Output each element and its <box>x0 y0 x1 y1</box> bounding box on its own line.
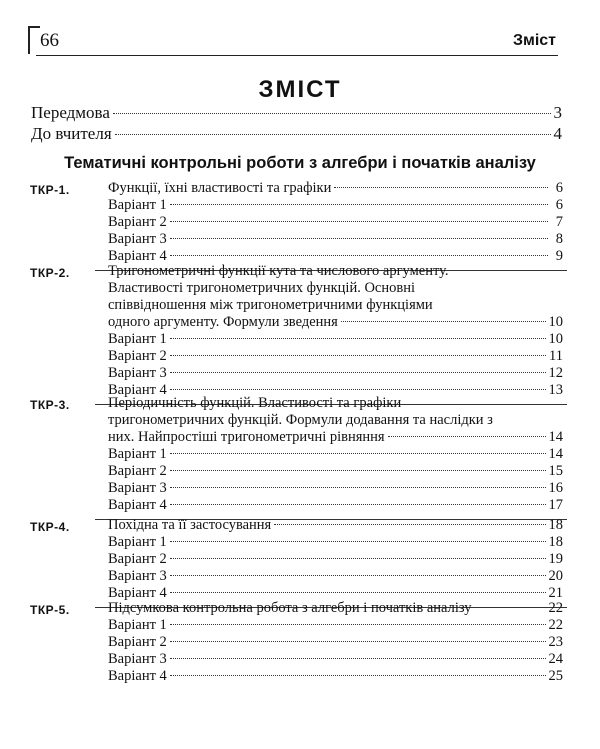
toc-entry-label: Варіант 2 <box>108 463 167 479</box>
header-page-number: 66 <box>40 30 59 51</box>
toc-entry-label: Варіант 3 <box>108 568 167 584</box>
toc-entry-page: 7 <box>555 214 563 230</box>
dot-leader <box>113 113 551 114</box>
toc-entry-page: 23 <box>548 634 563 650</box>
dot-leader <box>170 541 546 542</box>
toc-entry-page: 17 <box>548 497 563 513</box>
toc-entry-page: 8 <box>555 231 563 247</box>
dot-leader <box>341 321 546 322</box>
section-title-entry[interactable] <box>108 180 563 197</box>
toc-entry-label: Варіант 1 <box>108 617 167 633</box>
dot-leader <box>170 221 548 222</box>
dot-leader <box>388 436 546 437</box>
variant-entry[interactable] <box>108 197 563 214</box>
variant-entry[interactable] <box>108 446 563 463</box>
dot-leader <box>115 134 551 135</box>
toc-entry-label: Варіант 3 <box>108 365 167 381</box>
toc-entry-page: 13 <box>548 382 563 398</box>
dot-leader <box>170 575 546 576</box>
variant-entry[interactable] <box>108 365 563 382</box>
toc-entry-label: одного аргументу. Формули зведення <box>108 314 338 330</box>
toc-entry-label: Варіант 1 <box>108 197 167 213</box>
toc-entry-to-teacher[interactable] <box>31 124 562 144</box>
variant-entry[interactable] <box>108 668 563 685</box>
section-title-line: тригонометричних функцій. Формули додавання та наслідки з <box>108 412 493 428</box>
toc-entry-page: 4 <box>553 124 562 143</box>
toc-entry-foreword[interactable] <box>31 103 562 123</box>
toc-entry-page: 12 <box>548 365 563 381</box>
dot-leader <box>170 338 546 339</box>
dot-leader <box>170 592 546 593</box>
toc-entry-page: 6 <box>555 197 563 213</box>
dot-leader <box>274 524 545 525</box>
dot-leader <box>334 187 548 188</box>
toc-entry-label: Варіант 2 <box>108 551 167 567</box>
section-title-line: Тригонометричні функції кута та числового аргументу. <box>108 263 449 279</box>
variant-entry[interactable] <box>108 463 563 480</box>
dot-leader <box>170 504 546 505</box>
dot-leader <box>170 675 546 676</box>
section-title-entry[interactable] <box>108 314 563 331</box>
toc-entry-label: Похідна та її застосування <box>108 517 272 533</box>
toc-entry-label: Варіант 3 <box>108 480 167 496</box>
dot-leader <box>170 389 546 390</box>
dot-leader <box>170 658 546 659</box>
page-title: ЗМІСТ <box>258 76 342 103</box>
variant-entry[interactable] <box>108 568 563 585</box>
toc-entry-page: 22 <box>548 617 563 633</box>
section-title-entry[interactable] <box>108 600 563 617</box>
section-title-line: Властивості тригонометричних функцій. Основні <box>108 280 416 296</box>
toc-entry-label: Варіант 2 <box>108 348 167 364</box>
toc-entry-label: Варіант 4 <box>108 668 167 684</box>
toc-entry-page: 15 <box>548 463 563 479</box>
toc-entry-page: 22 <box>548 600 563 616</box>
section-title-line: Періодичність функцій. Властивості та графіки <box>108 395 402 411</box>
section-heading: Тематичні контрольні роботи з алгебри і початків аналізу <box>64 154 536 172</box>
toc-entry-page: 10 <box>548 314 563 330</box>
toc-entry-label: Варіант 4 <box>108 497 167 513</box>
toc-entry-label: Підсумкова контрольна робота з алгебри і початків аналізу <box>108 600 472 616</box>
section-title-entry[interactable] <box>108 429 563 446</box>
toc-entry-label: Варіант 2 <box>108 214 167 230</box>
dot-leader <box>170 453 546 454</box>
toc-entry-page: 6 <box>555 180 563 196</box>
variant-entry[interactable] <box>108 634 563 651</box>
section-title-entry[interactable] <box>108 517 563 534</box>
toc-entry-label: Функції, їхні властивості та графіки <box>108 180 332 196</box>
section-title-line: співвідношення між тригонометричними функціями <box>108 297 433 313</box>
dot-leader <box>170 558 546 559</box>
toc-entry-page: 3 <box>553 103 562 122</box>
toc-entry-label: Передмова <box>31 103 110 122</box>
variant-entry[interactable] <box>108 497 563 514</box>
toc-entry-label: Варіант 4 <box>108 585 167 601</box>
toc-entry-label: Варіант 4 <box>108 248 167 264</box>
section-code: ТКР-1. <box>30 183 70 197</box>
toc-entry-page: 10 <box>548 331 563 347</box>
header-section-title: Зміст <box>512 32 556 49</box>
dot-leader <box>170 624 546 625</box>
header-corner-mark <box>28 26 40 54</box>
dot-leader <box>170 238 548 239</box>
section-code: ТКР-3. <box>30 398 70 412</box>
dot-leader <box>475 607 546 608</box>
toc-entry-label: Варіант 3 <box>108 651 167 667</box>
toc-entry-page: 16 <box>548 480 563 496</box>
toc-entry-page: 20 <box>548 568 563 584</box>
toc-entry-label: Варіант 1 <box>108 331 167 347</box>
toc-entry-page: 25 <box>548 668 563 684</box>
variant-entry[interactable] <box>108 617 563 634</box>
toc-entry-page: 14 <box>548 446 563 462</box>
variant-entry[interactable] <box>108 480 563 497</box>
variant-entry[interactable] <box>108 551 563 568</box>
variant-entry[interactable] <box>108 214 563 231</box>
toc-entry-label: До вчителя <box>31 124 112 143</box>
dot-leader <box>170 372 546 373</box>
toc-entry-page: 19 <box>548 551 563 567</box>
section-code: ТКР-5. <box>30 603 70 617</box>
toc-entry-label: Варіант 3 <box>108 231 167 247</box>
variant-entry[interactable] <box>108 348 563 365</box>
variant-entry[interactable] <box>108 331 563 348</box>
header-rule <box>36 55 558 56</box>
toc-entry-page: 9 <box>555 248 563 264</box>
section-code: ТКР-2. <box>30 266 70 280</box>
toc-entry-label: Варіант 2 <box>108 634 167 650</box>
toc-entry-page: 18 <box>548 517 563 533</box>
variant-entry[interactable] <box>108 534 563 551</box>
toc-entry-page: 21 <box>548 585 563 601</box>
dot-leader <box>170 204 548 205</box>
section-code: ТКР-4. <box>30 520 70 534</box>
dot-leader <box>170 255 548 256</box>
variant-entry[interactable] <box>108 231 563 248</box>
toc-entry-page: 11 <box>549 348 563 364</box>
toc-entry-label: Варіант 1 <box>108 534 167 550</box>
toc-entry-page: 14 <box>548 429 563 445</box>
toc-entry-page: 24 <box>548 651 563 667</box>
dot-leader <box>170 470 546 471</box>
toc-entry-label: них. Найпростіші тригонометричні рівняння <box>108 429 385 445</box>
dot-leader <box>170 355 546 356</box>
dot-leader <box>170 641 546 642</box>
variant-entry[interactable] <box>108 651 563 668</box>
toc-entry-label: Варіант 4 <box>108 382 167 398</box>
toc-entry-page: 18 <box>548 534 563 550</box>
dot-leader <box>170 487 546 488</box>
toc-entry-label: Варіант 1 <box>108 446 167 462</box>
